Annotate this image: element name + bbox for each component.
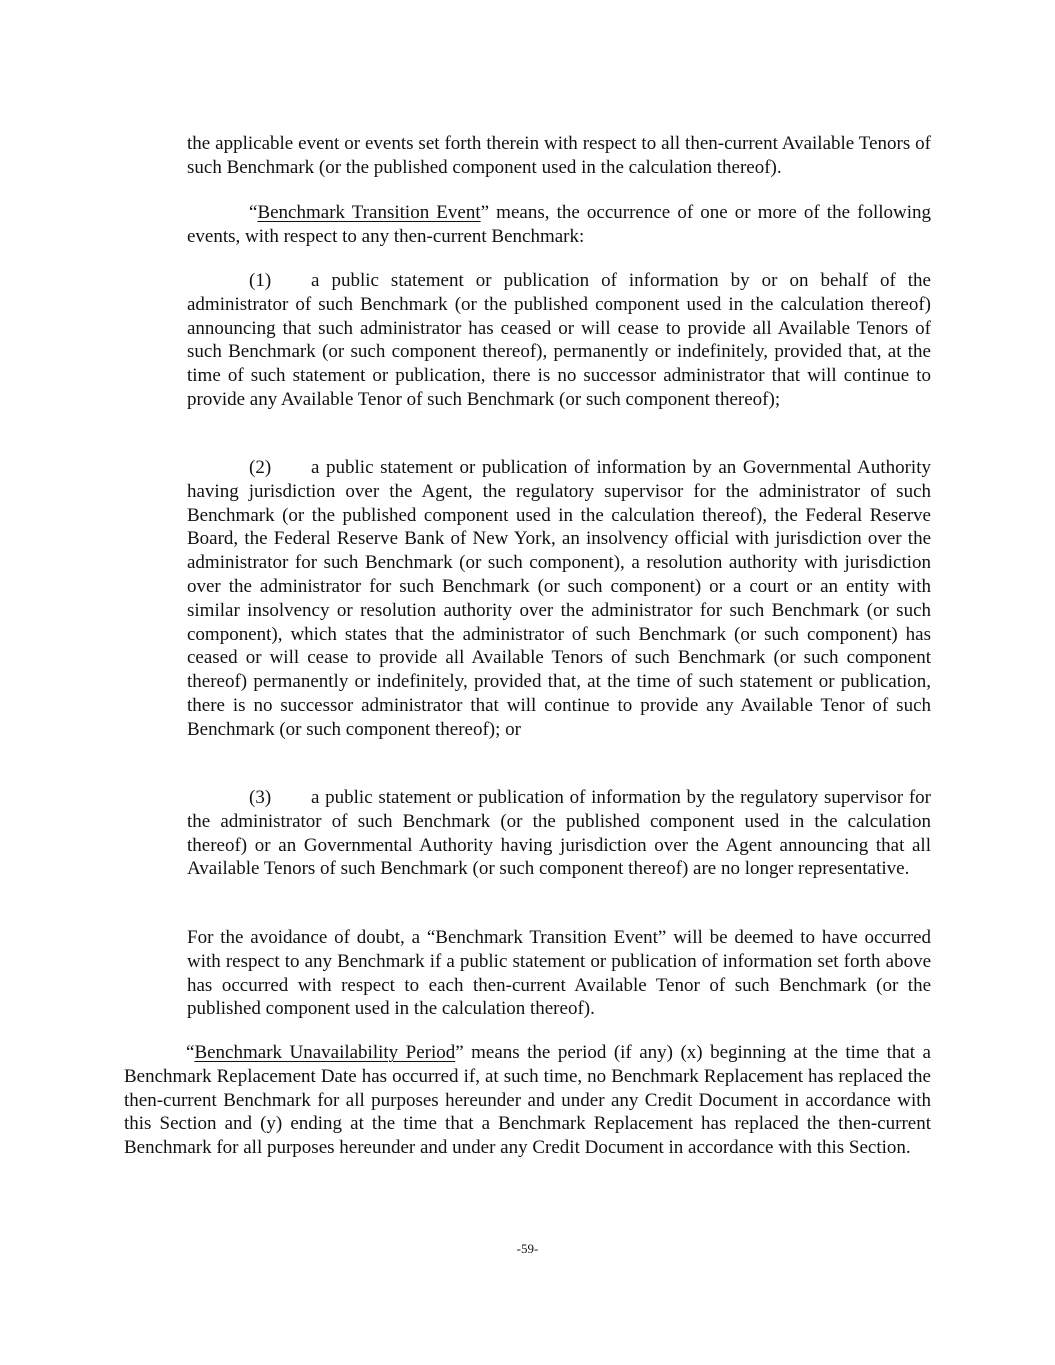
list-item-3 bbox=[187, 786, 931, 881]
defined-term: Benchmark Transition Event bbox=[257, 202, 481, 223]
definition-benchmark-transition-event bbox=[187, 201, 931, 249]
definition-text: ” means, the occurrence of one or more of the following events, with respect to any then-current Benchmark: bbox=[187, 202, 931, 247]
item-text: a public statement or publication of information by or on behalf of the administrator of such Benchmark (or the published component used in the calculation thereof) announcing that such administrator has ceased or will cease to provide all Available Tenors of such Benchmark (or such component thereof), permanently or indefinitely, provided that, at the time of such statement or publication, there is no successor administrator that will continue to provide any Available Tenor of such Benchmark (or such component thereof); bbox=[187, 270, 931, 410]
list-item-1 bbox=[187, 269, 931, 412]
page-number: -59- bbox=[516, 1241, 539, 1256]
definition-text: ” means the period (if any) (x) beginning at the time that a Benchmark Replacement Date has occurred if, at such time, no Benchmark Replacement has replaced the then-current Benchmark for all purposes hereunder and under any Credit Document in accordance with this Section and (y) ending at the time that a Benchmark Replacement has replaced the then-current Benchmark for all purposes hereunder and under any Credit Document in accordance with this Section. bbox=[124, 1042, 931, 1159]
defined-term: Benchmark Unavailability Period bbox=[194, 1042, 456, 1063]
item-number: (2) bbox=[249, 457, 272, 478]
definition-benchmark-unavailability-period bbox=[124, 1041, 931, 1160]
item-number: (3) bbox=[249, 787, 272, 808]
list-item-2 bbox=[187, 456, 931, 742]
paragraph-avoidance-of-doubt: For the avoidance of doubt, a “Benchmark Transition Event” will be deemed to have occurred with respect to any Benchmark if a public statement or publication of information set forth above has occurred with respect to each then-current Available Tenor of such Benchmark (or the published component used in the calculation thereof). bbox=[187, 927, 931, 1020]
paragraph-continuation: the applicable event or events set forth therein with respect to all then-current Available Tenors of such Benchmark (or the published component used in the calculation thereof). bbox=[187, 133, 931, 178]
open-quote: “ bbox=[249, 202, 258, 223]
item-text: a public statement or publication of information by the regulatory supervisor for the administrator of such Benchmark (or the published component used in the calculation thereof) or an Governmental Authority having jurisdiction over the Agent announcing that all Available Tenors of such Benchmark (or such component thereof) are no longer representative. bbox=[187, 787, 931, 880]
item-text: a public statement or publication of information by an Governmental Authority having jurisdiction over the Agent, the regulatory supervisor for the administrator of such Benchmark (or the published component used in the calculation thereof), the Federal Reserve Board, the Federal Reserve Bank of New York, an insolvency official with jurisdiction over the administrator for such Benchmark (or such component), a resolution authority with jurisdiction over the administrator for such Benchmark (or such component) or a court or an entity with similar insolvency or resolution authority over the administrator for such Benchmark (or such component), which states that the administrator of such Benchmark (or such component) has ceased or will cease to provide all Available Tenors of such Benchmark (or such component thereof) permanently or indefinitely, provided that, at the time of such statement or publication, there is no successor administrator that will continue to provide any Available Tenor of such Benchmark (or such component thereof); or bbox=[187, 457, 931, 740]
open-quote: “ bbox=[186, 1042, 195, 1063]
item-number: (1) bbox=[249, 270, 272, 291]
